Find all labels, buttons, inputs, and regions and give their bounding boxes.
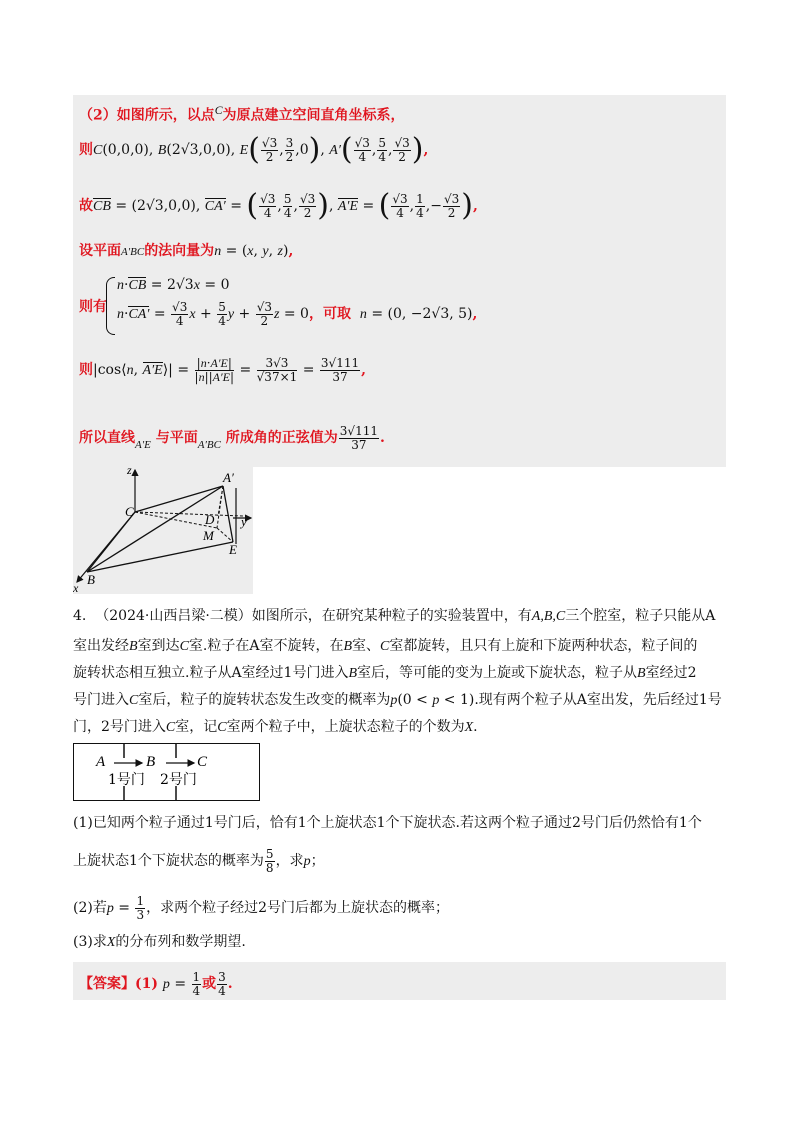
- subquestion-1-line-1: [73, 813, 702, 833]
- solution-box: [73, 95, 726, 467]
- text: 故: [79, 198, 93, 214]
- text: .现有两个粒子从A室出发，先后经过1号: [474, 692, 722, 708]
- door-2-label: 2号门: [160, 772, 197, 788]
- solution-line-3: 故CB = (2√3,0,0), CA′ = ( $\frac{√3}{4}$ , $\frac{5}{4}$ , $\frac{√3}{2}$ ), A′E = ( $\frac{√3}{4}$ , $\frac{1}{4}$ ,− $\frac{√3}{2}$ ),: [79, 188, 478, 223]
- text: 所成角的正弦值为: [225, 430, 338, 447]
- chamber-c-label: C: [197, 754, 208, 770]
- text: (1)已知两个粒子通过1号门后，恰有1个上旋状态1个下旋状态.若这两个粒子通过2号门后仍然恰有1个: [73, 815, 702, 831]
- text: 或: [202, 976, 217, 993]
- answer-line: 【答案】(1) p = $\frac{1}{4}$ 或 $\frac{3}{4}$ .: [79, 970, 233, 998]
- answer-part: (1): [135, 976, 158, 993]
- label-m: M: [203, 528, 214, 543]
- text: 的分布列和数学期望.: [115, 934, 246, 950]
- text: 门，2号门进入: [73, 719, 166, 735]
- question-line-1: [73, 606, 715, 627]
- plane-label: A′BC: [197, 439, 221, 452]
- question-line-5: 门，2号门进入C室，记C室两个粒子中，上旋状态粒子的个数为X.: [73, 719, 478, 735]
- text: 如图所示，在研究某种粒子的实验装置中，有: [251, 608, 532, 624]
- text: （2）如图所示，以点: [79, 107, 215, 124]
- system-eq-2: n·CA′ = $\frac{√3}{4}$ x + $\frac{5}{4}$ y + $\frac{√3}{2}$ z = 0，可取 n = (0, −2√3, 5),: [117, 300, 478, 328]
- text: 室.粒子在A室不旋转，在: [188, 638, 344, 654]
- label-a: A′: [223, 470, 234, 485]
- question-line-2: 室出发经B室到达C室.粒子在A室不旋转，在B室、C室都旋转，且只有上旋和下旋两种状态，粒子间的: [73, 638, 698, 654]
- subquestion-2: (2)若p = $\frac{1}{3}$ ，求两个粒子经过2号门后都为上旋状态的概率；: [73, 894, 450, 922]
- edge-ca: [135, 486, 223, 512]
- geometry-figure-svg: [73, 464, 253, 594]
- subquestion-3: (3)求X的分布列和数学期望.: [73, 934, 246, 950]
- answer-label: 【答案】: [79, 976, 135, 993]
- label-d: D: [205, 512, 215, 527]
- chamber-b-label: B: [146, 754, 156, 770]
- subquestion-1-line-2: 上旋状态1个下旋状态的概率为 $\frac{5}{8}$ ，求p；: [73, 847, 325, 875]
- text: 号门进入: [73, 692, 129, 708]
- text: (3)求: [73, 934, 107, 950]
- text: 室、: [352, 638, 381, 654]
- label-e: E: [229, 542, 237, 557]
- text: ，可取: [308, 306, 351, 323]
- answer-box: [73, 962, 726, 1000]
- solution-line-6: 则|cos⟨n, A′E⟩| = $\frac{|n\cdot A'E|}{|n||A'E|}$ = $\frac{3√3}{√37\times 1}$ = $\frac{3√111}{37}$ ,: [79, 356, 366, 384]
- text: 则: [79, 142, 93, 158]
- system-brace: [106, 277, 115, 335]
- text: 室两个粒子中，上旋状态粒子的个数为: [226, 719, 465, 735]
- text: 三个腔室，粒子只能从A: [565, 608, 716, 624]
- text: 与平面: [155, 430, 198, 447]
- geometry-figure: [73, 464, 253, 594]
- text: 所以直线: [79, 430, 135, 447]
- text: 设平面: [79, 243, 121, 259]
- door-1-label: 1号门: [108, 772, 145, 788]
- edge-be: [87, 542, 233, 572]
- question-line-3: 旋转状态相互独立.粒子从A室经过1号门进入B室后，等可能的变为上旋或下旋状态，粒子从B室经过2: [73, 665, 697, 681]
- chamber-diagram-svg: [74, 744, 259, 800]
- text: .: [227, 976, 233, 993]
- text: 室到达: [137, 638, 180, 654]
- question-source: （2024·山西吕梁·二模）: [95, 608, 252, 624]
- text: 室后，等可能的变为上旋或下旋状态，粒子从: [357, 665, 638, 681]
- text: 的法向量为: [144, 243, 215, 259]
- text: ，求两个粒子经过2号门后都为上旋状态的概率；: [146, 900, 450, 917]
- solution-line-7: 所以直线$_{A'E}$ 与平面$_{A'BC}$ 所成角的正弦值为 $\frac{3√111}{37}$ .: [79, 424, 385, 452]
- text: 为原点建立空间直角坐标系，: [222, 107, 405, 124]
- chamber-a-label: A: [96, 754, 106, 770]
- text: 旋转状态相互独立.粒子从A室经过1号门进入: [73, 665, 349, 681]
- edge-ae: [223, 486, 233, 542]
- label-y: y: [241, 514, 247, 529]
- solution-line-5: [79, 277, 107, 315]
- text: 室后，粒子的旋转状态发生改变的概率为: [138, 692, 391, 708]
- label-c: C: [125, 504, 134, 519]
- solution-line-1: [79, 101, 405, 126]
- vars: A,B,C: [531, 609, 566, 624]
- label-b: B: [87, 572, 95, 587]
- edge-am: [217, 486, 223, 528]
- question-number: 4.: [73, 608, 87, 624]
- text: 室经过2: [645, 665, 697, 681]
- line-label: A′E: [135, 439, 151, 452]
- text: 室出发经: [73, 638, 129, 654]
- text: 室都旋转，且只有上旋和下旋两种状态，粒子间的: [389, 638, 698, 654]
- text: 上旋状态1个下旋状态的概率为: [73, 853, 264, 870]
- label-z: z: [127, 464, 132, 477]
- text: ，求: [275, 853, 304, 870]
- plane-label: A′BC: [121, 246, 145, 258]
- text: 则: [79, 362, 93, 379]
- solution-line-4: 设平面A′BC的法向量为n = (x, y, z),: [79, 243, 294, 259]
- solution-line-2: 则C(0,0,0), B(2√3,0,0), E( $\frac{√3}{2}$ , $\frac{3}{2}$ ,0), A′( $\frac{√3}{4}$ , $\frac{5}{4}$ , $\frac{√3}{2}$ ),: [79, 132, 429, 167]
- var-c: C: [214, 104, 223, 117]
- text: (2)若: [73, 900, 107, 917]
- text: 则有: [79, 299, 107, 315]
- question-line-4: 号门进入C室后，粒子的旋转状态发生改变的概率为p(0 < p < 1).现有两个粒子从A室出发，先后经过1号: [73, 692, 722, 708]
- label-x: x: [73, 581, 79, 594]
- chamber-diagram: [73, 743, 260, 801]
- text: 室，记: [175, 719, 218, 735]
- system-eq-1: n·CB = 2√3x = 0: [117, 275, 229, 296]
